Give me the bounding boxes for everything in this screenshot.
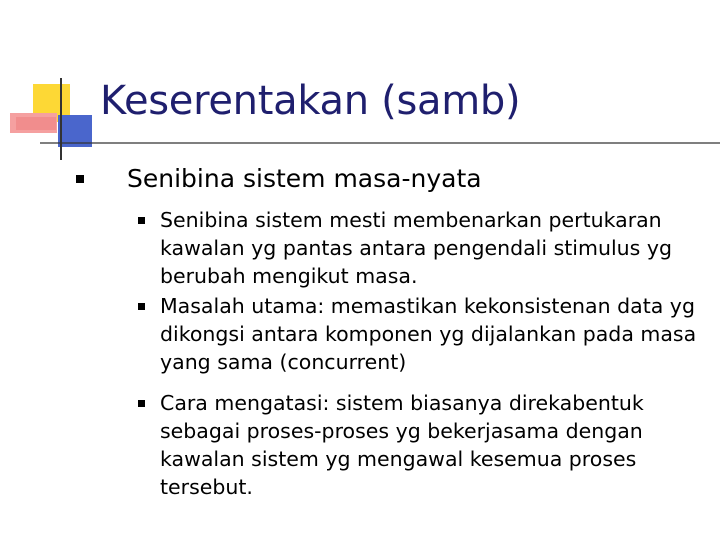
bullet-text: Senibina sistem masa-nyata [127, 164, 482, 193]
deco-red-square-inner [16, 117, 56, 130]
deco-blue-square [58, 115, 92, 147]
square-bullet-icon [138, 400, 145, 407]
sub-bullet-text: Senibina sistem mesti membenarkan pertukaran kawalan yg pantas antara pengendali stimulus yg berubah mengikut masa. [160, 208, 672, 288]
slide-title: Keserentakan (samb) [100, 78, 521, 124]
sub-bullet-text: Masalah utama: memastikan kekonsistenan data yg dikongsi antara komponen yg dijalankan pada masa yang sama (concurrent) [160, 294, 697, 374]
square-bullet-icon [76, 175, 84, 183]
square-bullet-icon [138, 303, 145, 310]
sub-bullet-text: Cara mengatasi: sistem biasanya direkabentuk sebagai proses-proses yg bekerjasama dengan kawalan sistem yg mengawal kesemua proses tersebut. [160, 391, 644, 499]
square-bullet-icon [138, 217, 145, 224]
